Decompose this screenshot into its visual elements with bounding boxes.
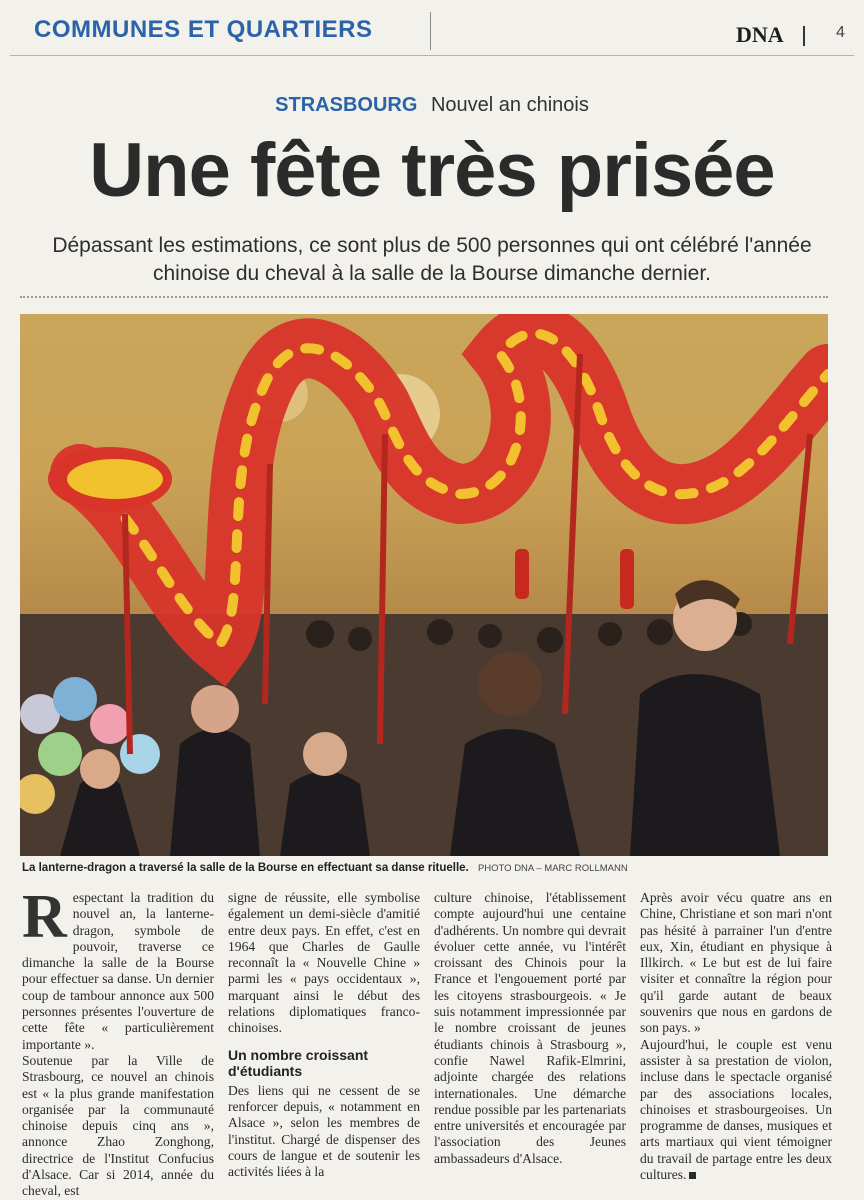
column-2 xyxy=(228,890,420,1180)
page-number: 4 xyxy=(836,24,845,41)
dragon-dance-illustration xyxy=(20,314,828,856)
column-1 xyxy=(22,883,214,1200)
headline: Une fête très prisée xyxy=(89,128,775,213)
subheading: Un nombre croissant d'étudiants xyxy=(228,1046,369,1079)
paragraph: Soutenue par la Ville de Strasbourg, ce nouvel an chinois est « la plus grande manifestation organisée par la communauté chinoise depuis cinq ans », annonce Zhao Zonghong, directrice de l'Institut Confucius d'Alsace. Car si 2014, année du cheval, est xyxy=(22,1052,214,1199)
paragraph: Des liens qui ne cessent de se renforcer depuis, « notamment en Alsace », selon les membres de l'institut. Chargé de dispenser des cours de langue et de soutenir les activités liées à la xyxy=(228,1082,420,1180)
photo-caption xyxy=(22,862,830,874)
paragraph: signe de réussite, elle symbolise également un demi-siècle d'amitié entre deux pays. En effet, c'est en 1964 que Charles de Gaulle reconnaît la « Nouvelle Chine » parmi les « pays occidentaux », marquant ainsi le début des relations diplomatiques franco-chinoises. xyxy=(228,890,420,1036)
paragraph xyxy=(640,1037,832,1184)
brand-divider xyxy=(803,26,805,46)
page-header xyxy=(0,0,864,60)
end-mark xyxy=(689,1172,696,1179)
header-rule xyxy=(10,55,854,56)
photo-credit: PHOTO DNA – MARC ROLLMANN xyxy=(477,863,628,874)
paragraph: Après avoir vécu quatre ans en Chine, Christiane et son mari n'ont pas hésité à parrainer l'un d'entre eux, Xin, étudiant en physique à Illkirch. « Le but est de lui faire visiter et connaître la région pour qu'il garde autant de beaux souvenirs que nous en gardons de son pays. » xyxy=(640,890,832,1036)
column-4 xyxy=(640,890,832,1183)
header-divider xyxy=(430,12,431,50)
kicker-topic: Nouvel an chinois xyxy=(430,94,589,116)
article-kicker xyxy=(0,94,864,117)
paragraph: culture chinoise, l'établissement compte aujourd'hui une centaine d'adhérents. Un nombre qui devrait évoluer cette année, vu l'intérêt croissant des Chinois pour la France et l'engouement porté par les citoyens strasbourgeois. « Je suis notamment impressionnée par le nombre croissant de jeunes étudiants chinois à Strasbourg », confie Nawel Rafik-Elmrini, adjointe chargée des relations internationales. Une démarche rendue possible par les partenariats entre universités et encouragée par l'association des Jeunes ambassadeurs d'Alsace. xyxy=(434,890,626,1166)
standfirst: Dépassant les estimations, ce sont plus de 500 personnes qui ont célébré l'année chinoise du cheval à la salle de la Bourse dimanche dernier. xyxy=(52,234,812,285)
dotted-separator xyxy=(20,296,828,298)
paragraph-text: Aujourd'hui, le couple est venu assister à sa prestation de violon, incluse dans le spectacle organisé par des associations locales, chinoises et strasbourgeoises. Un programme de danses, musiques et arts martiaux qui vient témoigner du travail de partage entre les deux cultures. xyxy=(640,1036,832,1183)
paragraph xyxy=(22,883,214,1053)
brand-logo: DNA xyxy=(736,22,784,47)
section-title: COMMUNES ET QUARTIERS xyxy=(34,16,373,43)
kicker-location: STRASBOURG xyxy=(275,94,418,116)
article-photo xyxy=(20,314,828,856)
column-3 xyxy=(434,890,626,1167)
paragraph-text: espectant la tradition du nouvel an, la lanterne-dragon, symbole de pouvoir, traverse ce dimanche la salle de la Bourse pour effectuer sa danse. Un dernier coup de tambour annonce aux 500 personnes présentes l'ouverture de cette fête « particulièrement importante ». xyxy=(22,890,214,1052)
caption-text: La lanterne-dragon a traversé la salle de la Bourse en effectuant sa danse rituelle. xyxy=(22,862,469,874)
drop-cap: R xyxy=(22,883,67,951)
